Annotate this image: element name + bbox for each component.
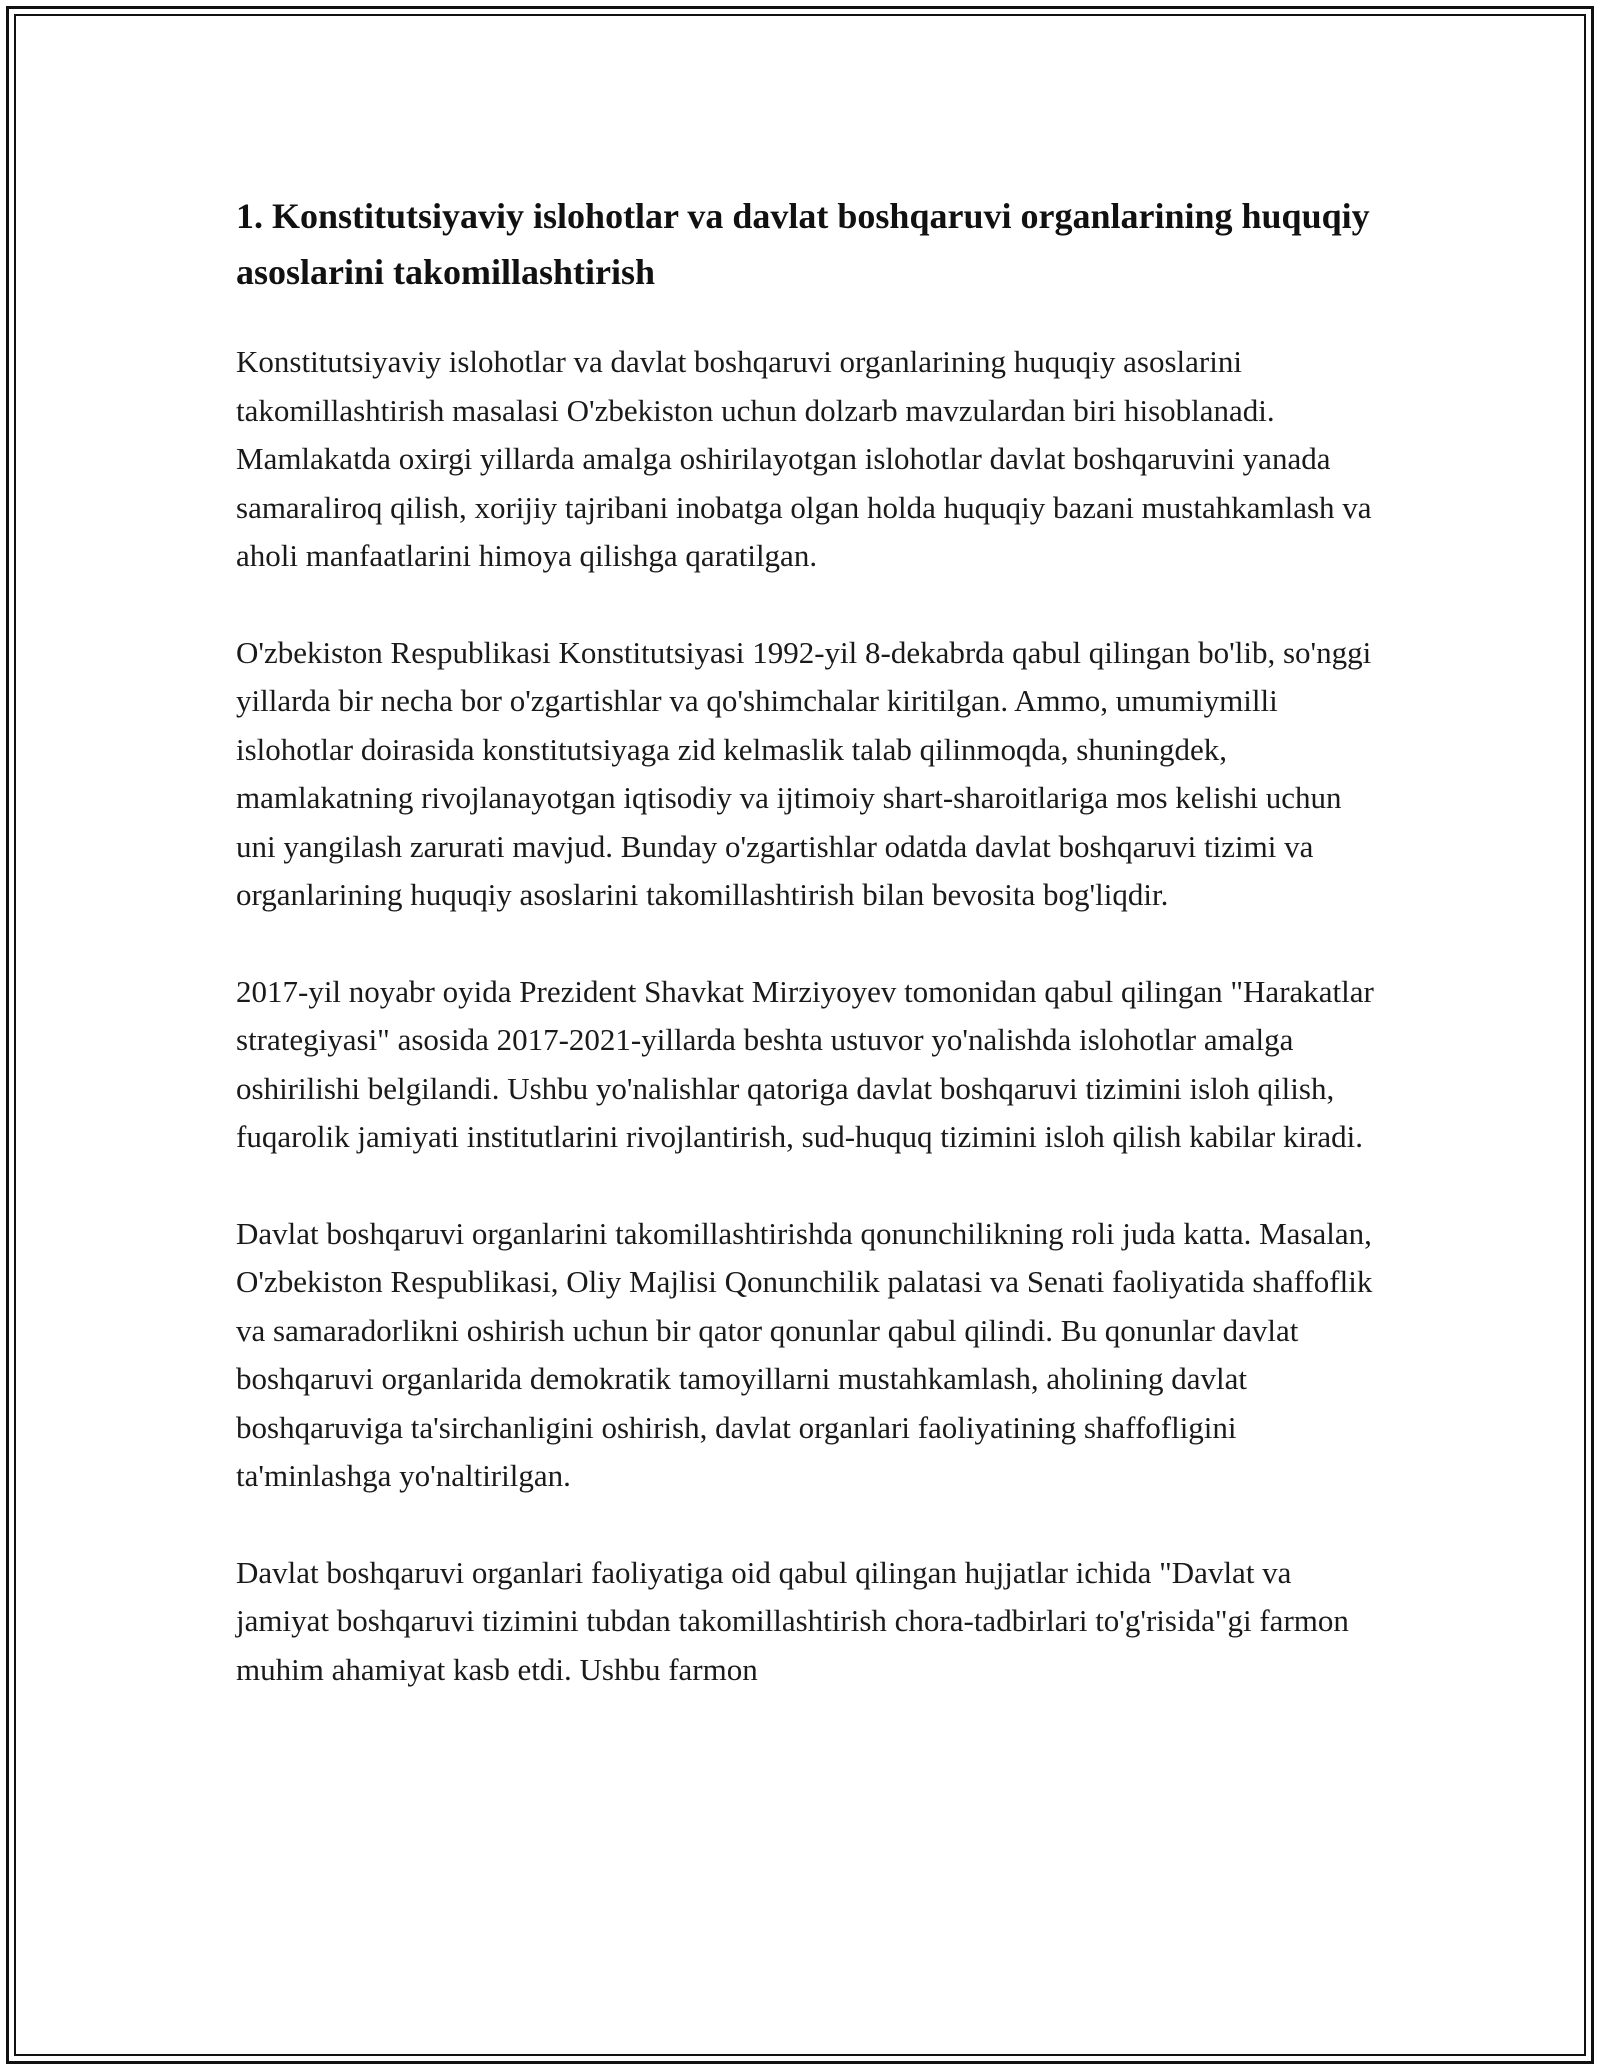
- paragraph-5: Davlat boshqaruvi organlari faoliyatiga oid qabul qilingan hujjatlar ichida "Davlat va jamiyat boshqaruvi tizimini tubdan takomillashtirish chora-tadbirlari to'g'risida"gi farmon muhim ahamiyat kasb etdi. Ushbu farmon: [236, 1554, 1349, 1687]
- paragraph-3: 2017-yil noyabr oyida Prezident Shavkat Mirziyoyev tomonidan qabul qilingan "Harakatlar strategiyasi" asosida 2017-2021-yillarda beshta ustuvor yo'nalishda islohotlar amalga oshirilishi belgilandi. Ushbu yo'nalishlar qatoriga davlat boshqaruvi tizimini isloh qilish, fuqarolik jamiyati institutlarini rivojlantirish, sud-huquq tizimini isloh qilish kabilar kiradi.: [236, 973, 1374, 1154]
- document-body: [236, 188, 1376, 1742]
- section-title: 1. Konstitutsiyaviy islohotlar va davlat boshqaruvi organlarining huquqiy asoslarini takomillashtirish: [236, 196, 1370, 292]
- paragraph-4: Davlat boshqaruvi organlarini takomillashtirishda qonunchilikning roli juda katta. Masalan, O'zbekiston Respublikasi, Oliy Majlisi Qonunchilik palatasi va Senati faoliyatida shaffoflik va samaradorlikni oshirish uchun bir qator qonunlar qabul qilindi. Bu qonunlar davlat boshqaruvi organlarida demokratik tamoyillarni mustahkamlash, aholining davlat boshqaruviga ta'sirchanligini oshirish, davlat organlari faoliyatining shaffofligini ta'minlashga yo'naltirilgan.: [236, 1215, 1373, 1493]
- paragraph-1: Konstitutsiyaviy islohotlar va davlat boshqaruvi organlarining huquqiy asoslarini takomillashtirish masalasi O'zbekiston uchun dolzarb mavzulardan biri hisoblanadi. Mamlakatda oxirgi yillarda amalga oshirilayotgan islohotlar davlat boshqaruvini yanada samaraliroq qilish, xorijiy tajribani inobatga olgan holda huquqiy bazani mustahkamlash va aholi manfaatlarini himoya qilishga qaratilgan.: [236, 344, 1372, 573]
- paragraph-2: O'zbekiston Respublikasi Konstitutsiyasi 1992-yil 8-dekabrda qabul qilingan bo'lib, so'nggi yillarda bir necha bor o'zgartishlar va qo'shimchalar kiritilgan. Ammo, umumiymilli islohotlar doirasida konstitutsiyaga zid kelmaslik talab qilinmoqda, shuningdek, mamlakatning rivojlanayotgan iqtisodiy va ijtimoiy shart-sharoitlariga mos kelishi uchun uni yangilash zarurati mavjud. Bunday o'zgartishlar odatda davlat boshqaruvi tizimi va organlarining huquqiy asoslarini takomillashtirish bilan bevosita bog'liqdir.: [236, 634, 1372, 912]
